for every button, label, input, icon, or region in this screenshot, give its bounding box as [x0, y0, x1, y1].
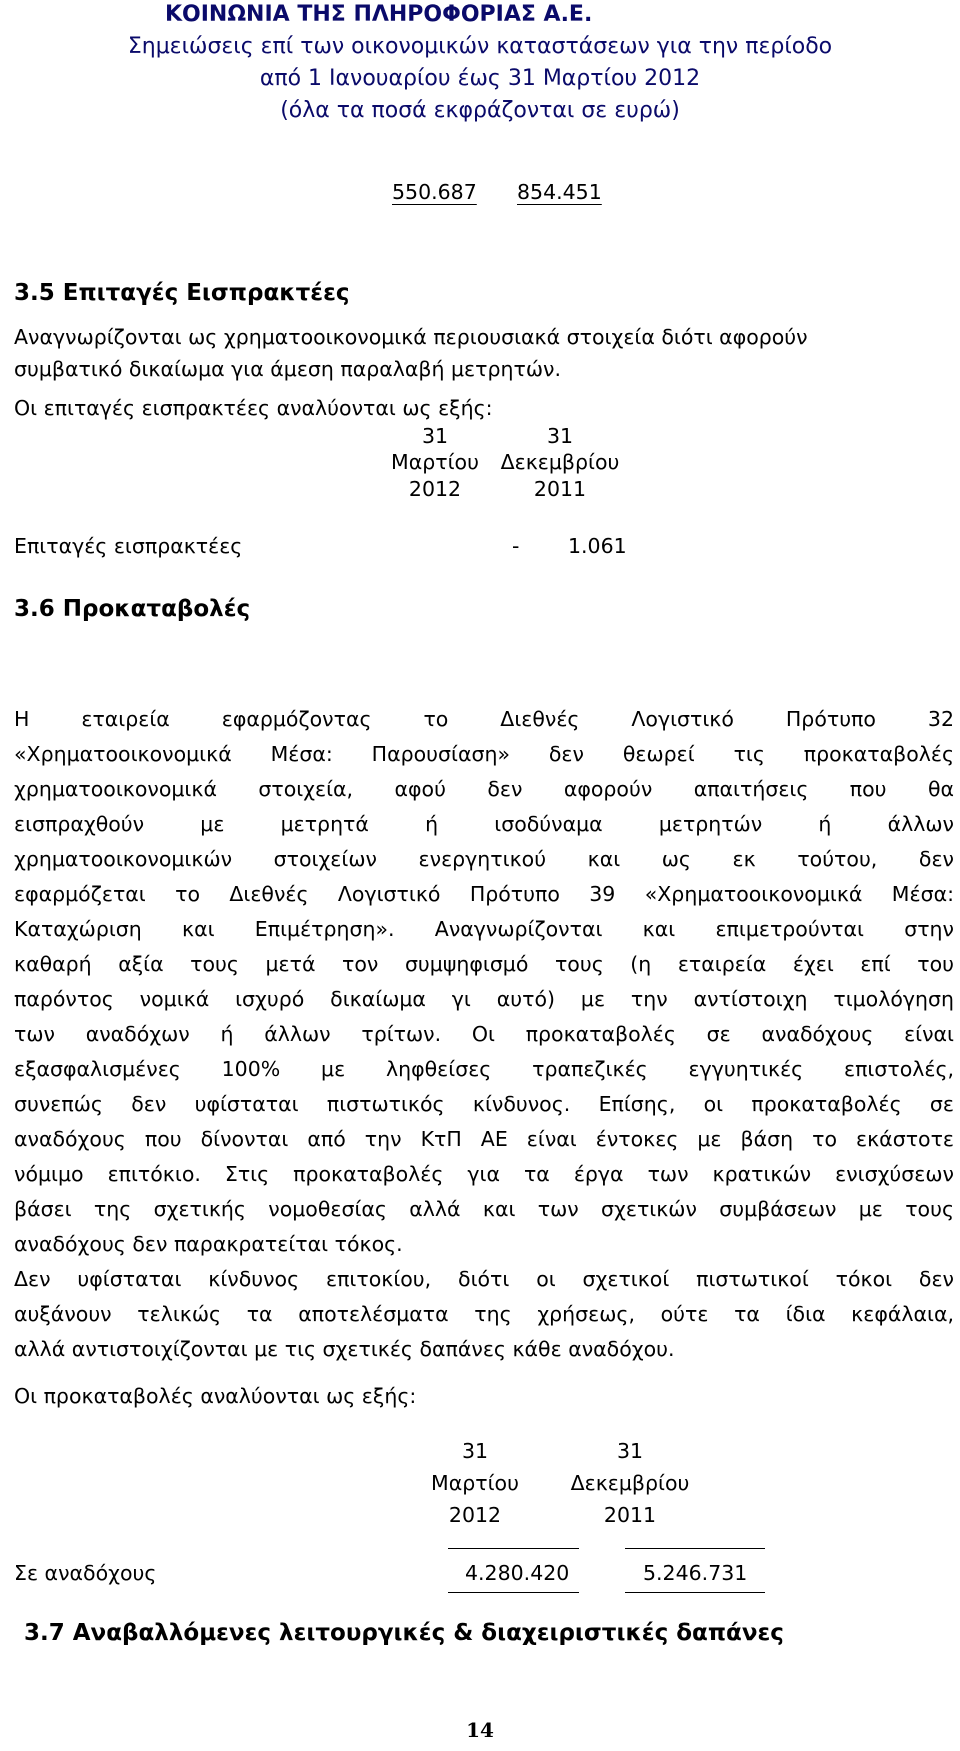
paragraph-line: αλλά αντιστοιχίζονται με τις σχετικές δαπάνες κάθε αναδόχου.: [14, 1337, 675, 1361]
paragraph-line: Η εταιρεία εφαρμόζοντας το Διεθνές Λογιστικό Πρότυπο 32: [14, 707, 954, 731]
paragraph-line: χρηματοοικονομικά στοιχεία, αφού δεν αφορούν απαιτήσεις που θα: [14, 777, 954, 801]
paragraph-line: των αναδόχων ή άλλων τρίτων. Οι προκαταβολές σε αναδόχους είναι: [14, 1022, 954, 1046]
paragraph-line: εφαρμόζεται το Διεθνές Λογιστικό Πρότυπο 39 «Χρηματοοικονομικά Μέσα:: [14, 882, 954, 906]
row-value-2012: -: [512, 534, 520, 558]
col-header-2011-year: 2011: [533, 477, 587, 501]
paragraph-line: καθαρή αξία τους μετά τον συμψηφισμό τους (η εταιρεία έχει επί του: [14, 952, 954, 976]
paragraph-line: Δεν υφίσταται κίνδυνος επιτοκίου, διότι οι σχετικοί πιστωτικοί τόκοι δεν: [14, 1267, 954, 1291]
section-3-5-intro: Οι επιταγές εισπρακτέες αναλύονται ως εξής:: [14, 396, 493, 420]
col-header-2012-day: 31: [421, 424, 449, 448]
col-header-2012-month: Μαρτίου: [431, 1471, 519, 1495]
paragraph-line: συνεπώς δεν υφίσταται πιστωτικός κίνδυνος. Επίσης, οι προκαταβολές σε: [14, 1092, 954, 1116]
section-3-5-text-line-2: συμβατικό δικαίωμα για άμεση παραλαβή μετρητών.: [14, 357, 561, 381]
col-header-2012-year: 2012: [408, 477, 462, 501]
paragraph-line: χρηματοοικονομικών στοιχείων ενεργητικού και ως εκ τούτου, δεν: [14, 847, 954, 871]
paragraph-line: αναδόχους δεν παρακρατείται τόκος.: [14, 1232, 403, 1256]
paragraph-line: αυξάνουν τελικώς τα αποτελέσματα της χρήσεως, ούτε τα ίδια κεφάλαια,: [14, 1302, 954, 1326]
col-header-2011-year: 2011: [603, 1503, 657, 1527]
column-rule-2011-top: [625, 1548, 765, 1549]
column-rule-2012-top: [448, 1548, 579, 1549]
col-header-2012-day: 31: [461, 1439, 489, 1463]
col-header-2011-month: Δεκεμβρίου: [570, 1471, 690, 1495]
section-title-3-5: 3.5 Επιταγές Εισπρακτέες: [14, 280, 350, 306]
paragraph-line: αναδόχους που δίνονται από την ΚτΠ ΑΕ είναι έντοκες με βάση το εκάστοτε: [14, 1127, 954, 1151]
col-header-2011-month: Δεκεμβρίου: [500, 450, 620, 474]
paragraph-line: εισπραχθούν με μετρητά ή ισοδύναμα μετρητών ή άλλων: [14, 812, 954, 836]
total-2012: 550.687: [392, 180, 477, 204]
company-name: ΚΟΙΝΩΝΙΑ ΤΗΣ ΠΛΗΡΟΦΟΡΙΑΣ Α.Ε.: [165, 2, 593, 27]
row-value-2011: 5.246.731: [643, 1561, 748, 1585]
row-value-2012: 4.280.420: [465, 1561, 570, 1585]
section-title-3-7: 3.7 Αναβαλλόμενες λειτουργικές & διαχειριστικές δαπάνες: [24, 1620, 784, 1646]
paragraph-line: «Χρηματοοικονομικά Μέσα: Παρουσίαση» δεν θεωρεί τις προκαταβολές: [14, 742, 954, 766]
column-rule-2012-bottom: [448, 1592, 579, 1593]
col-header-2011-day: 31: [546, 424, 574, 448]
paragraph-line: Καταχώριση και Επιμέτρηση». Αναγνωρίζονται και επιμετρούνται στην: [14, 917, 954, 941]
row-label-contractors: Σε αναδόχους: [14, 1561, 157, 1585]
paragraph-line: νόμιμο επιτόκιο. Στις προκαταβολές για τα έργα των κρατικών ενισχύσεων: [14, 1162, 954, 1186]
paragraph-line: βάσει της σχετικής νομοθεσίας αλλά και των σχετικών συμβάσεων με τους: [14, 1197, 954, 1221]
col-header-2012-year: 2012: [448, 1503, 502, 1527]
page-number: 14: [466, 1718, 494, 1742]
header-currency-note: (όλα τα ποσά εκφράζονται σε ευρώ): [280, 98, 680, 123]
header-subtitle: Σημειώσεις επί των οικονομικών καταστάσεων για την περίοδο: [127, 34, 833, 59]
section-3-5-text-line-1: Αναγνωρίζονται ως χρηματοοικονομικά περιουσιακά στοιχεία διότι αφορούν: [14, 325, 808, 349]
section-title-3-6: 3.6 Προκαταβολές: [14, 596, 251, 622]
col-header-2012-month: Μαρτίου: [391, 450, 479, 474]
section-3-6-paragraph: [14, 702, 954, 1367]
paragraph-line: παρόντος νομικά ισχυρό δικαίωμα γι αυτό) με την αντίστοιχη τιμολόγηση: [14, 987, 954, 1011]
header-period: από 1 Ιανουαρίου έως 31 Μαρτίου 2012: [259, 66, 701, 91]
section-3-6-intro: Οι προκαταβολές αναλύονται ως εξής:: [14, 1384, 417, 1408]
total-2011: 854.451: [517, 180, 602, 204]
col-header-2011-day: 31: [616, 1439, 644, 1463]
paragraph-line: εξασφαλισμένες 100% με ληφθείσες τραπεζικές εγγυητικές επιστολές,: [14, 1057, 954, 1081]
row-label-cheques: Επιταγές εισπρακτέες: [14, 534, 243, 558]
column-rule-2011-bottom: [625, 1592, 765, 1593]
row-value-2011: 1.061: [568, 534, 627, 558]
